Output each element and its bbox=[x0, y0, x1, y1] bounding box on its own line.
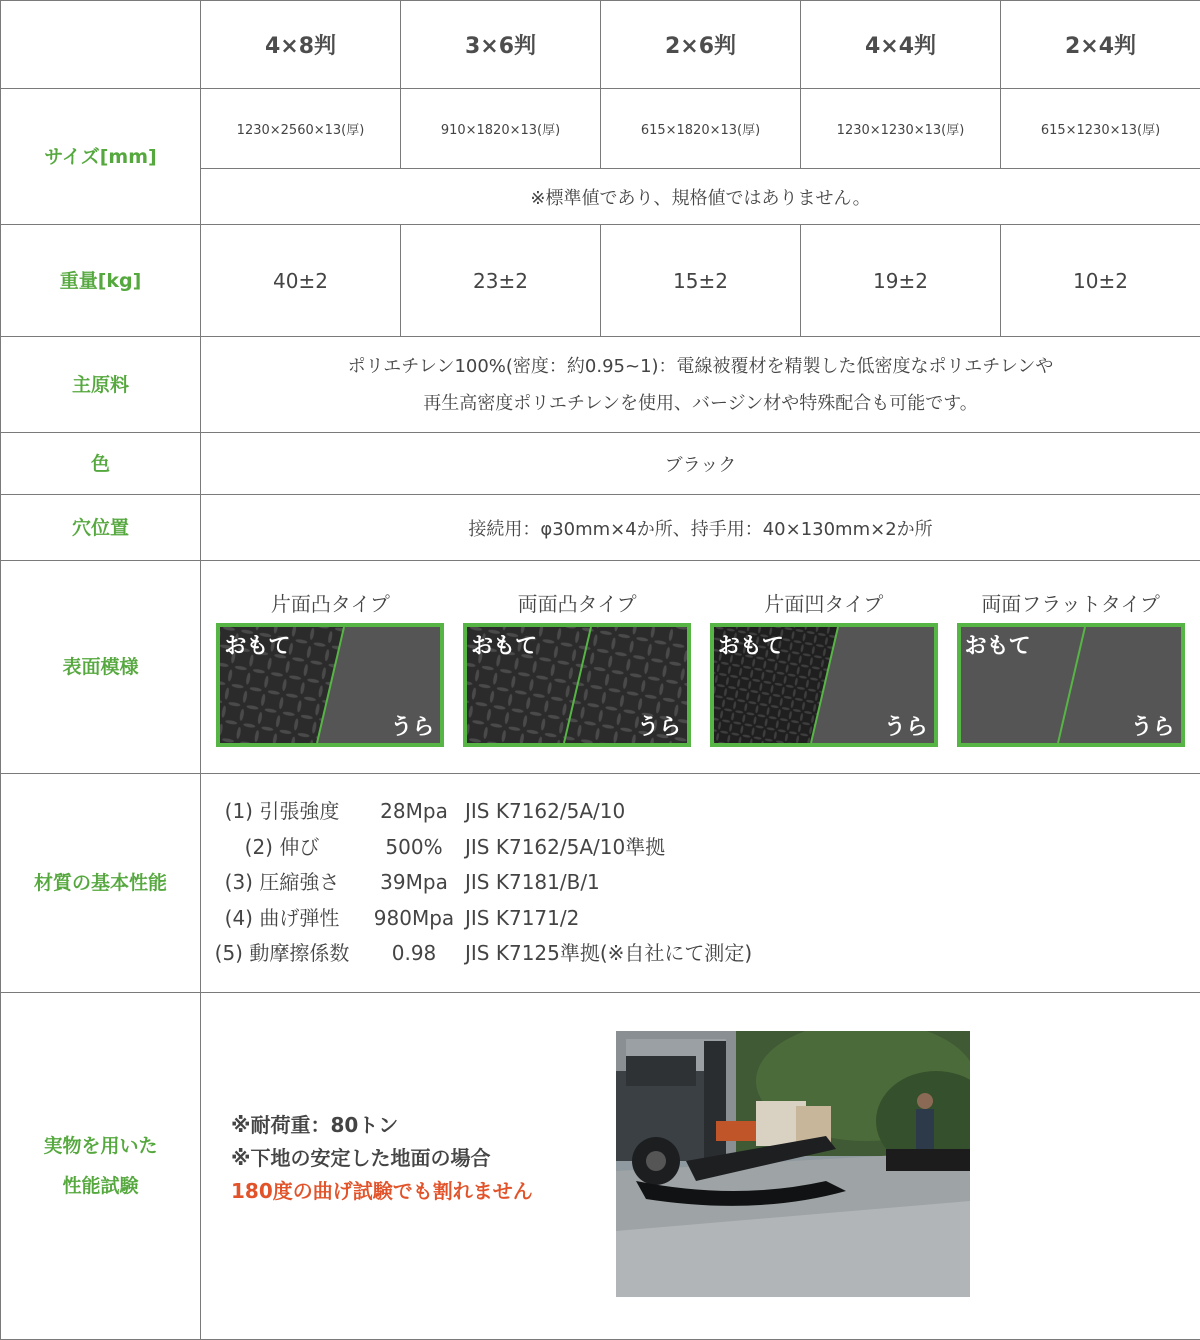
material-row bbox=[1, 337, 1200, 433]
surface-type bbox=[463, 588, 691, 747]
size-value: 615×1230×13(厚) bbox=[1001, 89, 1200, 169]
property-row bbox=[201, 865, 1200, 901]
row-label-holes: 穴位置 bbox=[1, 495, 201, 561]
weight-value: 15±2 bbox=[601, 225, 801, 337]
surface-type-title: 両面フラットタイプ bbox=[957, 588, 1185, 617]
property-standard: JIS K7171/2 bbox=[465, 901, 579, 937]
property-name: (3) 圧縮強さ bbox=[201, 865, 363, 901]
test-cell bbox=[201, 993, 1200, 1340]
test-note: ※耐荷重：80トン bbox=[231, 1109, 533, 1142]
color-row bbox=[1, 433, 1200, 495]
size-note: ※標準値であり、規格値ではありません。 bbox=[201, 169, 1200, 225]
row-label-test-line: 実物を用いた bbox=[1, 1126, 200, 1166]
property-value: 980Mpa bbox=[363, 901, 465, 937]
weight-value: 10±2 bbox=[1001, 225, 1200, 337]
weight-value: 19±2 bbox=[801, 225, 1001, 337]
property-value: 0.98 bbox=[363, 936, 465, 972]
size-value: 910×1820×13(厚) bbox=[401, 89, 601, 169]
test-content bbox=[201, 993, 1200, 1339]
property-standard: JIS K7162/5A/10準拠 bbox=[465, 830, 665, 866]
row-label-test bbox=[1, 993, 201, 1340]
surface-sample-image bbox=[710, 623, 938, 747]
back-label: うら bbox=[390, 710, 434, 741]
row-label-color: 色 bbox=[1, 433, 201, 495]
header-corner-cell bbox=[1, 1, 201, 89]
holes-row bbox=[1, 495, 1200, 561]
back-label: うら bbox=[1131, 710, 1175, 741]
weight-row bbox=[1, 225, 1200, 337]
row-label-surface: 表面模様 bbox=[1, 561, 201, 774]
size-value: 615×1820×13(厚) bbox=[601, 89, 801, 169]
property-row bbox=[201, 936, 1200, 972]
front-label: おもて bbox=[224, 629, 290, 660]
property-value: 500% bbox=[363, 830, 465, 866]
properties-list bbox=[201, 774, 1200, 993]
surface-type bbox=[957, 588, 1185, 747]
property-name: (4) 曲げ弾性 bbox=[201, 901, 363, 937]
material-line: 再生高密度ポリエチレンを使用、バージン材や特殊配合も可能です。 bbox=[201, 385, 1200, 422]
material-description bbox=[201, 337, 1200, 433]
property-row bbox=[201, 794, 1200, 830]
size-value: 1230×2560×13(厚) bbox=[201, 89, 401, 169]
front-label: おもて bbox=[471, 629, 537, 660]
forklift-test-photo bbox=[616, 1031, 970, 1297]
back-label: うら bbox=[884, 710, 928, 741]
column-header: 4×4判 bbox=[801, 1, 1001, 89]
surface-sample-image bbox=[957, 623, 1185, 747]
test-notes bbox=[231, 1109, 533, 1208]
properties-row bbox=[1, 774, 1200, 993]
column-header: 4×8判 bbox=[201, 1, 401, 89]
row-label-properties: 材質の基本性能 bbox=[1, 774, 201, 993]
test-note: ※下地の安定した地面の場合 bbox=[231, 1142, 533, 1175]
property-name: (2) 伸び bbox=[201, 830, 363, 866]
property-value: 39Mpa bbox=[363, 865, 465, 901]
column-header: 2×4判 bbox=[1001, 1, 1200, 89]
surface-type bbox=[216, 588, 444, 747]
front-label: おもて bbox=[718, 629, 784, 660]
property-standard: JIS K7181/B/1 bbox=[465, 865, 600, 901]
surface-row bbox=[1, 561, 1200, 774]
back-label: うら bbox=[637, 710, 681, 741]
holes-value: 接続用：φ30mm×4か所、持手用：40×130mm×2か所 bbox=[201, 495, 1200, 561]
row-label-material: 主原料 bbox=[1, 337, 201, 433]
column-header: 2×6判 bbox=[601, 1, 801, 89]
test-highlight: 180度の曲げ試験でも割れません bbox=[231, 1175, 533, 1208]
property-row bbox=[201, 901, 1200, 937]
size-row bbox=[1, 89, 1200, 169]
row-label-size: サイズ[mm] bbox=[1, 89, 201, 225]
surface-type-title: 片面凹タイプ bbox=[710, 588, 938, 617]
surface-type-title: 両面凸タイプ bbox=[463, 588, 691, 617]
surface-type bbox=[710, 588, 938, 747]
weight-value: 23±2 bbox=[401, 225, 601, 337]
weight-value: 40±2 bbox=[201, 225, 401, 337]
property-standard: JIS K7162/5A/10 bbox=[465, 794, 625, 830]
property-name: (5) 動摩擦係数 bbox=[201, 936, 363, 972]
property-standard: JIS K7125準拠(※自社にて測定) bbox=[465, 936, 752, 972]
size-value: 1230×1230×13(厚) bbox=[801, 89, 1001, 169]
material-line: ポリエチレン100%(密度：約0.95~1)：電線被覆材を精製した低密度なポリエチレンや bbox=[201, 348, 1200, 385]
surface-patterns-cell bbox=[201, 561, 1200, 774]
surface-sample-image bbox=[463, 623, 691, 747]
row-label-test-line: 性能試験 bbox=[1, 1166, 200, 1206]
header-row bbox=[1, 1, 1200, 89]
surface-type-title: 片面凸タイプ bbox=[216, 588, 444, 617]
color-value: ブラック bbox=[201, 433, 1200, 495]
property-name: (1) 引張強度 bbox=[201, 794, 363, 830]
property-row bbox=[201, 830, 1200, 866]
front-label: おもて bbox=[965, 629, 1031, 660]
surface-sample-image bbox=[216, 623, 444, 747]
row-label-weight: 重量[kg] bbox=[1, 225, 201, 337]
column-header: 3×6判 bbox=[401, 1, 601, 89]
surface-patterns bbox=[201, 588, 1200, 747]
test-row bbox=[1, 993, 1200, 1340]
property-value: 28Mpa bbox=[363, 794, 465, 830]
